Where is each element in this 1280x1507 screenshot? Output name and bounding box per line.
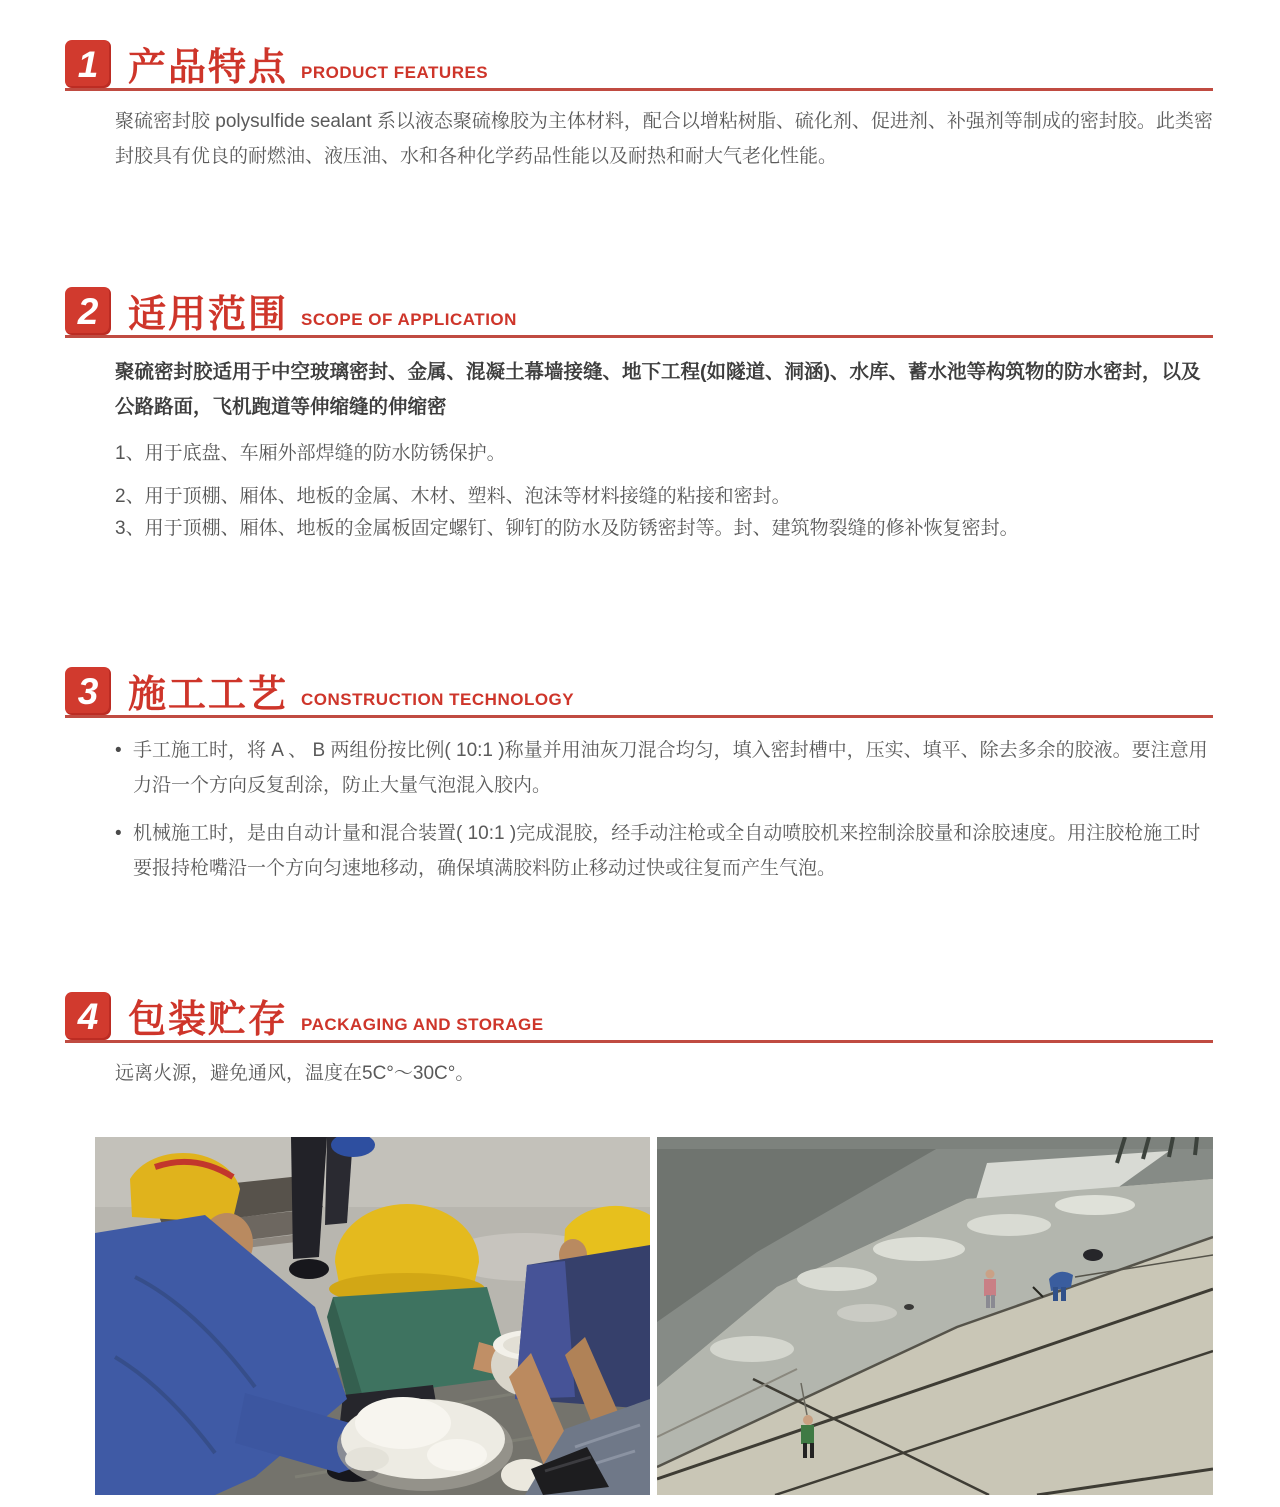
- section-3-header: [65, 667, 1213, 718]
- list-item: 3、用于顶棚、厢体、地板的金属板固定螺钉、铆钉的防水及防锈密封等。封、建筑物裂缝的修补恢复密封。: [115, 518, 1019, 539]
- section-number: 2: [77, 290, 99, 332]
- section-product-features: [65, 40, 1213, 174]
- bullet-text: 手工施工时，将 A 、 B 两组份按比例( 10:1 )称量并用油灰刀混合均匀，填入密封槽中，压实、填平、除去多余的胶液。要注意用力沿一个方向反复刮涂，防止大量气泡混入胶内。: [133, 740, 1208, 796]
- bullet-dot-icon: •: [115, 823, 122, 844]
- section-title-cn: 适用范围: [128, 294, 289, 336]
- section-title-cn: 施工工艺: [128, 674, 289, 716]
- photo-strip: [95, 1137, 1213, 1495]
- section-scope-of-application: [65, 287, 1213, 541]
- section-packaging-and-storage: [65, 992, 1213, 1091]
- section-title-cn: 包装贮存: [128, 999, 289, 1041]
- section-number-badge: [65, 287, 111, 335]
- section-number-badge: [65, 667, 111, 715]
- section-4-header: [65, 992, 1213, 1043]
- section-2-body: [115, 355, 1213, 541]
- numbered-list: [115, 442, 1213, 541]
- list-item: 2、用于顶棚、厢体、地板的金属、木材、塑料、泡沫等材料接缝的粘接和密封。: [115, 486, 791, 507]
- bullet-text: 机械施工时，是由自动计量和混合装置( 10:1 )完成混胶，经手动注枪或全自动喷胶机来控制涂胶量和涂胶速度。用注胶枪施工时要报持枪嘴沿一个方向匀速地移动，确保填满胶料防止移动过快或往复而产生气泡。: [133, 823, 1201, 879]
- section-title-en: CONSTRUCTION TECHNOLOGY: [301, 690, 575, 709]
- section-1-body: [115, 104, 1213, 174]
- lead-paragraph: 聚硫密封胶适用于中空玻璃密封、金属、混凝土幕墙接缝、地下工程(如隧道、洞涵)、水库、蓄水池等构筑物的防水密封，以及公路路面，飞机跑道等伸缩缝的伸缩密: [115, 361, 1201, 418]
- section-3-body: [115, 733, 1213, 886]
- section-4-body: [115, 1056, 1213, 1091]
- photo-dam-slope-workers: [657, 1137, 1213, 1495]
- bullet-item: [115, 816, 1213, 886]
- section-number-badge: [65, 40, 111, 88]
- list-item: 1、用于底盘、车厢外部焊缝的防水防锈保护。: [115, 443, 506, 464]
- section-title-en: SCOPE OF APPLICATION: [301, 310, 517, 329]
- bullet-dot-icon: •: [115, 740, 122, 761]
- photo-workers-mixing-sealant: [95, 1137, 650, 1495]
- section-number: 3: [77, 670, 99, 712]
- section-title-cn: 产品特点: [128, 47, 289, 89]
- section-title-en: PRODUCT FEATURES: [301, 63, 489, 82]
- section-number: 1: [77, 43, 99, 85]
- paragraph: 远离火源，避免通风，温度在5C°～30C°。: [115, 1063, 475, 1084]
- bullet-item: [115, 733, 1213, 803]
- section-construction-technology: [65, 667, 1213, 886]
- paragraph: 聚硫密封胶 polysulfide sealant 系以液态聚硫橡胶为主体材料，配合以增粘树脂、硫化剂、促进剂、补强剂等制成的密封胶。此类密封胶具有优良的耐燃油、液压油、水和各种化学药品性能以及耐热和耐大气老化性能。: [115, 111, 1213, 167]
- section-number: 4: [77, 995, 99, 1037]
- section-2-header: [65, 287, 1213, 338]
- section-title-en: PACKAGING AND STORAGE: [301, 1015, 544, 1034]
- section-1-header: [65, 40, 1213, 91]
- section-number-badge: [65, 992, 111, 1040]
